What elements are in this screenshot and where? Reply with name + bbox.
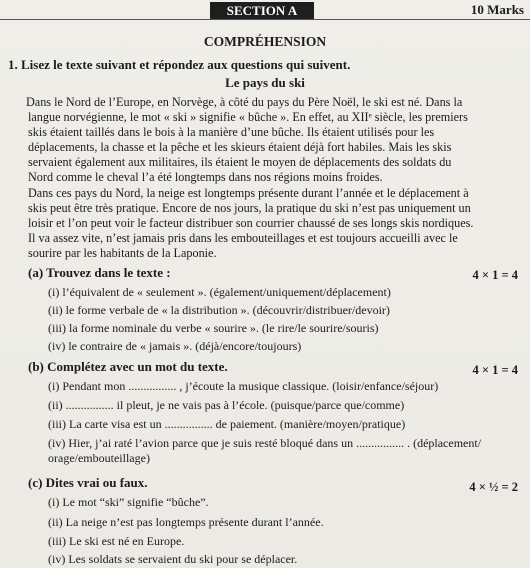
question-item: (ii) le forme verbale de « la distribution ». (découvrir/distribuer/devoir): [48, 303, 390, 317]
section-c-points: 4 × ½ = 2: [469, 480, 518, 494]
question-item-continuation: orage/embouteillage): [48, 451, 150, 465]
section-c-heading: (c) Dites vrai ou faux.: [28, 475, 148, 490]
section-title: COMPRÉHENSION: [203, 34, 327, 49]
passage-line: loisir et l’on peut voir le facteur distribuer son courrier chaussé de ses longs skis nordiques.: [28, 216, 474, 230]
question-item: (iii) La carte visa est un ................ de paiement. (manière/moyen/pratique): [48, 417, 406, 431]
passage-line: déplacements, la chasse et la pêche et les skieurs étaient déjà fort habiles. Mais les skis: [28, 140, 452, 154]
passage-line: Il va assez vite, n’est jamais pris dans les embouteillages et est toujours accueilli avec le: [28, 231, 458, 245]
question-item: (iv) Les soldats se servaient du ski pour se déplacer.: [48, 552, 298, 566]
passage-line: Nord comme le cheval l’a été longtemps dans nos régions moins froides.: [28, 170, 383, 184]
question-item: (iii) Le ski est né en Europe.: [48, 534, 185, 548]
section-a-points: 4 × 1 = 4: [472, 268, 518, 282]
question-item: (ii) ................ il pleut, je ne vais pas à l’école. (puisque/parce que/comme): [48, 398, 405, 412]
question-instruction: 1. Lisez le texte suivant et répondez aux questions qui suivent.: [8, 57, 351, 72]
section-banner: SECTION A: [210, 2, 314, 20]
passage-line: Dans ces pays du Nord, la neige est longtemps présente durant l’année et le déplacement à: [28, 186, 469, 200]
passage-line: skis peut être très pratique. Encore de nos jours, la pratique du ski n’est pas uniquement un: [28, 201, 471, 215]
question-item: (iv) Hier, j’ai raté l’avion parce que je suis resté bloqué dans un ................ . (déplacement/: [48, 436, 482, 450]
question-item: (i) Le mot “ski” signifie “bûche”.: [48, 495, 209, 509]
section-a-heading: (a) Trouvez dans le texte :: [28, 265, 171, 280]
header-rule: [0, 19, 530, 20]
passage-line: servaient également aux militaires, ils étaient le moyen de déplacements des soldats du: [28, 155, 452, 169]
question-item: (iii) la forme nominale du verbe « sourire ». (le rire/le sourire/souris): [48, 321, 379, 335]
question-item: (i) Pendant mon ................ , j’écoute la musique classique. (loisir/enfance/séjour): [48, 379, 439, 393]
question-item: (i) l’équivalent de « seulement ». (également/uniquement/déplacement): [48, 285, 391, 299]
passage-line: Dans le Nord de l’Europe, en Norvège, à côté du pays du Père Noël, le ski est né. Dans la: [26, 95, 463, 109]
question-item: (ii) La neige n’est pas longtemps présente durant l’année.: [48, 515, 324, 529]
section-b-heading: (b) Complétez avec un mot du texte.: [28, 359, 228, 374]
passage-line: sourire par les habitants de la Laponie.: [28, 246, 217, 260]
question-item: (iv) le contraire de « jamais ». (déjà/encore/toujours): [48, 339, 302, 353]
passage-line: langue norvégienne, le mot « ski » signifie « bûche ». En effet, au XIIᵉ siècle, les premiers: [28, 110, 468, 124]
section-b-points: 4 × 1 = 4: [472, 363, 518, 377]
total-marks: 10 Marks: [470, 2, 524, 17]
passage-line: skis étaient taillés dans le bois à la manière d’une bûche. Ils étaient utilisés pour les: [28, 125, 435, 139]
passage-title: Le pays du ski: [225, 75, 305, 90]
